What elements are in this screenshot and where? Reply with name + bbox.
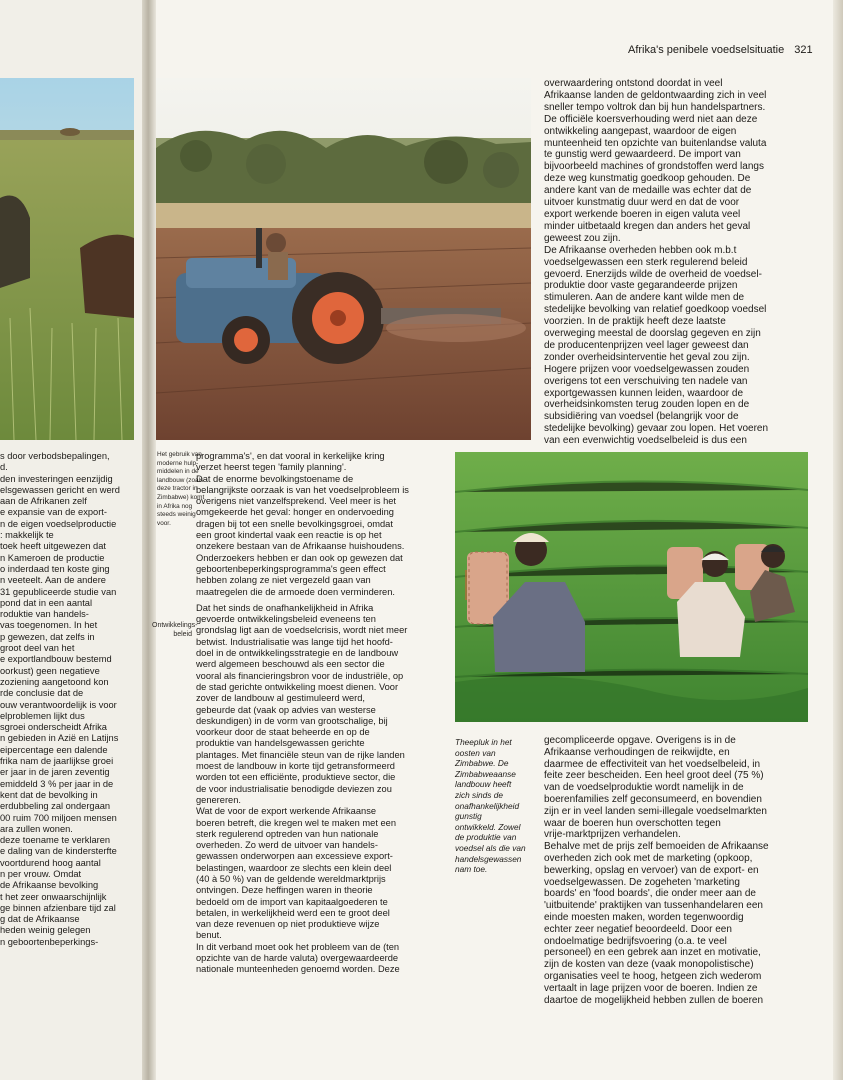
text-line: andere kant van de medaille was echter dat de (544, 185, 752, 197)
text-line: oorkust) geen negatieve (0, 665, 100, 676)
text-line: gewassen onderworpen aan excessieve export- (196, 851, 393, 862)
text-line: genereren. (196, 794, 241, 805)
text-line: overweging meestal de doorslag gegeven en zijn (544, 328, 761, 340)
text-line: einde moesten maken, worden tegenwoordig (544, 911, 744, 923)
text-line: kent dat de bevolking in (0, 789, 98, 800)
running-header (628, 44, 813, 56)
text-line: dragen bij tot een snelle bevolkingsgroei, omdat (196, 518, 393, 529)
caption-line: oosten van (455, 747, 496, 758)
text-line: sterk regulerend optreden van hun nationale (196, 828, 379, 839)
text-line: benut. (196, 930, 222, 941)
text-line: d. (0, 462, 8, 473)
text-line: vertaalt in lage prijzen voor de boeren. Indien ze (544, 982, 758, 994)
text-line: ara zullen wonen. (0, 823, 73, 834)
text-line: boards' en 'food boards', die onder meer aan de (544, 888, 756, 900)
text-line: : makkelijk te (0, 530, 54, 541)
text-line: bijvoorbeeld machines of grondstoffen werd langs (544, 161, 764, 173)
section-heading-ontwikkelingsbeleid (152, 621, 198, 639)
text-line: stimuleren. Aan de andere kant wilde men de (544, 292, 745, 304)
text-line: sneller tempo voltrok dan bij hun handelspartners. (544, 101, 766, 113)
text-line: deze toename te verklaren (0, 835, 111, 846)
text-line: n per vrouw. Omdat (0, 868, 82, 879)
text-line: aan de Afrikanen zelf (0, 496, 87, 507)
text-line: overwaardering ontstond doordat in veel (544, 78, 723, 89)
caption-line: ontwikkeld. Zowel (455, 821, 521, 832)
text-line: daarmee de effectiviteit van het voedselbeleid, in (544, 758, 761, 770)
text-line: belastingen, waardoor ze slechts een klein deel (196, 862, 392, 873)
text-line: produktie van handelsgewassen gerichte (196, 738, 365, 749)
text-line: De Afrikaanse overheden hebben ook m.b.t (544, 244, 737, 256)
middle-column-text (196, 451, 446, 976)
caption-line: Zimbabweaanse (455, 768, 516, 779)
text-line: minder uitbetaald kregen dan anders het geval (544, 220, 751, 232)
caption-line: handelsgewassen (455, 853, 522, 864)
text-line: programma's', en dat vooral in kerkelijke kring (196, 451, 385, 461)
text-line: moest de landbouw in korte tijd getransformeerd (196, 761, 395, 772)
text-line: gebeurde dat (vaak op advies van westerse (196, 704, 376, 715)
text-line: er jaar in de jaren zeventig (0, 767, 110, 778)
text-line: elsgewassen gericht en werd (0, 484, 120, 495)
text-line: zijn er in veel landen semi-illegale voedselmarkten (544, 805, 767, 817)
text-line: e daling van de kindersterfte (0, 846, 117, 857)
text-line: zonder overheidsinterventie het geval zou zijn. (544, 351, 750, 363)
text-line: uitvoer kunstmatig duur werd en dat de voor (544, 197, 740, 209)
text-line: nationale munteenheden genoemd worden. Deze (196, 964, 400, 975)
text-line: zover de landbouw al gestimuleerd werd, (196, 693, 365, 704)
text-line: vrije-marktprijzen verhandelen. (544, 829, 681, 841)
text-line: gecompliceerde opgave. Overigens is in de (544, 735, 736, 746)
text-line: toek heeft uitgewezen dat (0, 541, 106, 552)
text-line: In dit verband moet ook het probleem van de (ten (196, 941, 400, 952)
text-line: zijn de kosten van deze (vaak monopolistische) (544, 959, 754, 971)
caption-line: de produktie van (455, 832, 517, 843)
text-line: 31 gepubliceerde studie van (0, 586, 117, 597)
text-line: stedelijke bevolking) gevaar zou lopen. Het voeren (544, 423, 769, 435)
text-line: Afrikaanse landen de geldontwaarding zich in veel (544, 89, 767, 101)
text-line: zoziening aangetoond kon (0, 676, 109, 687)
page-number: 321 (794, 44, 813, 56)
text-line: een groot kindertal vaak een reactie is op het (196, 530, 382, 541)
caption-line: Theepluk in het (455, 737, 512, 747)
text-line: bedoeld om de import van kapitaalgoederen te (196, 896, 388, 907)
text-line: doel in de ontwikkelingsstrategie en de landbouw (196, 648, 399, 659)
text-line: De officiële koersverhouding werd niet aan deze (544, 113, 758, 125)
text-line: van de voedselproduktie wordt namelijk in de (544, 782, 744, 794)
left-page-text (0, 451, 136, 948)
caption-line: moderne hulp- (157, 459, 199, 467)
text-line: gevoerde ontwikkelingsbeleid eveneens ten (196, 614, 376, 625)
tea-caption (455, 737, 540, 875)
text-line: emiddeld 3 % per jaar in de (0, 778, 114, 789)
caption-line: landbouw heeft (455, 779, 512, 790)
book-gutter (142, 0, 156, 1080)
text-line: elproblemen lijkt dus (0, 710, 85, 721)
running-title: Afrika's penibele voedselsituatie (628, 44, 785, 56)
caption-line: steeds weinig (157, 511, 196, 519)
text-line: deskundigen) in de vorm van grootschalige, bij (196, 715, 388, 726)
text-line: t het zeer onwaarschijnlijk (0, 891, 107, 902)
text-line: maatregelen die de armoede doen verminderen. (196, 586, 395, 597)
text-line: pond dat in een aantal (0, 597, 93, 608)
text-line: worden tot een efficiënte, produktieve sector, die (196, 772, 396, 783)
right-column-top-text (544, 78, 829, 447)
heading-line: Ontwikkelings- (152, 622, 198, 629)
text-line: boeren betreft, die kregen wel te maken met een (196, 817, 397, 828)
text-line: grondslag ligt aan de voedselcrisis, wordt niet meer (196, 625, 408, 636)
text-line: n Kameroen de productie (0, 552, 105, 563)
text-line: roduktie van handels- (0, 609, 89, 620)
text-line: n geboortenbeperkings- (0, 936, 99, 947)
text-line: ge binnen afzienbare tijd zal (0, 902, 116, 913)
text-line: voedselgewassen. De zogeheten 'marketing (544, 876, 740, 888)
text-line: Onderzoekers hebben er dan ook op gewezen dat (196, 552, 403, 563)
caption-line: Zimbabwe. De (455, 758, 509, 769)
text-line: n veeteelt. Aan de andere (0, 575, 106, 586)
caption-line: gunstig (455, 811, 482, 822)
text-line: ontwikkeling aangepast, waardoor de eigen (544, 125, 737, 137)
caption-line: voor. (157, 519, 171, 527)
caption-line: deze tractor in (157, 485, 198, 493)
text-line: heden weinig gelegen (0, 925, 91, 936)
text-line: voedselgewassen een sterk regulerend beleid (544, 256, 748, 268)
text-line: organisaties veel te hoog, hetgeen zich wederom (544, 970, 762, 982)
text-line: ondoelmatige bedrijfsvoering (o.a. te veel (544, 935, 727, 947)
text-line: den investeringen eenzijdig (0, 473, 113, 484)
caption-line: in Afrika nog (157, 502, 193, 510)
text-line: n gebieden in Azië en Latijns (0, 733, 119, 744)
text-line: overheidsinkomsten terug zouden lopen en de (544, 399, 750, 411)
text-line: voorzien. In de praktijk heeft deze laatste (544, 316, 726, 328)
text-line: onzekere bestaan van de Afrikaanse huishoudens. (196, 541, 405, 552)
text-line: g dat de Afrikaanse (0, 914, 80, 925)
text-line: deze weg kunstmatig goedkoop gehouden. De (544, 173, 751, 185)
text-line: gevoerd. Enerzijds wilde de overheid de voedsel- (544, 268, 762, 280)
text-line: hebben zolang ze niet vergezeld gaan van (196, 575, 371, 586)
text-line: overheden. Zo werd de uitvoer van handels- (196, 840, 378, 851)
text-line: subsidiëring van voedsel (belangrijk voor de (544, 411, 739, 423)
text-line: personeel) en een gebrek aan inzet en motivatie, (544, 947, 761, 959)
text-line: Hogere prijzen voor voedselgewassen zouden (544, 363, 750, 375)
text-line: s door verbodsbepalingen, (0, 451, 110, 461)
text-line: n de eigen voedselproductie (0, 518, 117, 529)
text-line: sgroei onderscheidt Afrika (0, 722, 107, 733)
text-line: voortdurend hoog aantal (0, 857, 101, 868)
left-page (0, 0, 150, 1080)
text-line: groot deel van het (0, 643, 75, 654)
text-line: geweest zou zijn. (544, 232, 621, 244)
text-line: belangrijkste oorzaak is van het voedselprobleem is (196, 484, 409, 495)
text-line: daartoe de mogelijkheid hebben zullen de boeren (544, 994, 764, 1006)
text-line: van een evenwichtig voedselbeleid is dus een (544, 435, 747, 447)
text-line: de Afrikaanse bevolking (0, 880, 99, 891)
text-line: frika nam de jaarlijkse groei (0, 756, 114, 767)
text-line: exportgewassen kunnen leiden, waardoor de (544, 387, 744, 399)
text-line: munteenheid ten opzichte van buitenlandse valuta (544, 137, 767, 149)
text-line: opzichte van de harde valuta) overgewaardeerde (196, 953, 399, 964)
caption-line: Zimbabwe) komt (157, 493, 205, 501)
text-line: betwist. Industrialisatie was lange tijd het hoofd- (196, 636, 393, 647)
text-line: eipercentage een dalende (0, 744, 108, 755)
right-column-bottom-text (544, 735, 829, 1006)
text-line: boerenfamilies zelf geconsumeerd, en bovendien (544, 793, 762, 805)
text-line: overigens tot een verschuiving ten nadele van (544, 375, 748, 387)
text-line: de voor industrialisatie benodigde deviezen zou (196, 783, 392, 794)
text-line: rde conclusie dat de (0, 688, 84, 699)
left-page-photo (0, 78, 134, 440)
text-line: 'uitbuitende' praktijken van tussenhandelaren een (544, 900, 763, 912)
text-line: de stad gerichte ontwikkeling moest dienen. Voor (196, 681, 399, 692)
text-line: erdubbeling zal ondergaan (0, 801, 111, 812)
text-line: Afrikaanse verhoudingen de reikwijdte, en (544, 746, 730, 758)
text-line: Behalve met de prijs zelf bemoeiden de Afrikaanse (544, 841, 769, 853)
text-line: van deze revenuen op niet produktieve wijze (196, 919, 380, 930)
text-line: o inderdaad ten koste ging (0, 563, 110, 574)
text-line: 00 ruim 700 miljoen mensen (0, 812, 117, 823)
text-line: de producentenprijzen veel lager geweest dan (544, 339, 749, 351)
text-line: (40 à 50 %) van de geldende wereldmarktprijs (196, 873, 386, 884)
caption-line: middelen in de (157, 468, 199, 476)
text-line: Dat het sinds de onafhankelijkheid in Afrika (196, 602, 374, 613)
caption-line: nam toe. (455, 864, 488, 875)
heading-line: beleid (173, 631, 192, 638)
text-line: voorkeur door de staat beheerde en op de (196, 727, 370, 738)
text-line: werd algemeen beschouwd als een sector die (196, 659, 385, 670)
text-line: produktie door vaste gegarandeerde prijzen (544, 280, 738, 292)
text-line: ouw verantwoordelijk is voor (0, 699, 117, 710)
page-edge (833, 0, 843, 1080)
caption-line: voedsel als die van (455, 842, 526, 853)
text-line: stedelijke bevolking van relatief goedkoop voedsel (544, 304, 767, 316)
text-line: overheden zich ook met de marketing (opkoop, (544, 852, 753, 864)
text-line: overigens niet vanzelfsprekend. Veel meer is het (196, 496, 396, 507)
text-line: p gewezen, dat zelfs in (0, 631, 95, 642)
tea-picking-photo (455, 452, 808, 722)
caption-line: landbouw (zoals (157, 476, 204, 484)
caption-line: Het gebruik van (157, 451, 202, 458)
text-line: feite zeer bescheiden. Een heel groot deel (75 %) (544, 770, 764, 782)
text-line: geboortenbeperkingsprogramma's geen effect (196, 563, 386, 574)
text-line: Wat de voor de export werkende Afrikaanse (196, 806, 377, 817)
tractor-photo (156, 78, 531, 440)
text-line: export werkende boeren in eigen valuta veel (544, 208, 741, 220)
text-line: e exportlandbouw bestemd (0, 654, 112, 665)
text-line: echter zeer negatief beoordeeld. Door een (544, 923, 732, 935)
text-line: vooral als financieringsbron voor de industriële, op (196, 670, 404, 681)
text-line: Dat de enorme bevolkingstoename de (196, 473, 354, 484)
text-line: vas toegenomen. In het (0, 620, 98, 631)
text-line: omgekeerde het geval: honger en ondervoeding (196, 507, 394, 518)
text-line: plantages. Met financiële steun van de rijke landen (196, 749, 405, 760)
caption-line: zich sinds de (455, 789, 503, 800)
text-line: betalen, in werkelijkheid werd een te groot deel (196, 907, 390, 918)
text-line: waar de boeren hun overschotten tegen (544, 817, 721, 829)
caption-line: onafhankelijkheid (455, 800, 520, 811)
text-line: ontvingen. Deze heffingen waren in theorie (196, 885, 373, 896)
text-line: e expansie van de export- (0, 507, 107, 518)
text-line: bewerking, opslag en vervoer) van de export- en (544, 864, 759, 876)
text-line: te gunstig werd gewaardeerd. De import van (544, 149, 741, 161)
text-line: verzet heerst tegen 'family planning'. (196, 462, 347, 473)
